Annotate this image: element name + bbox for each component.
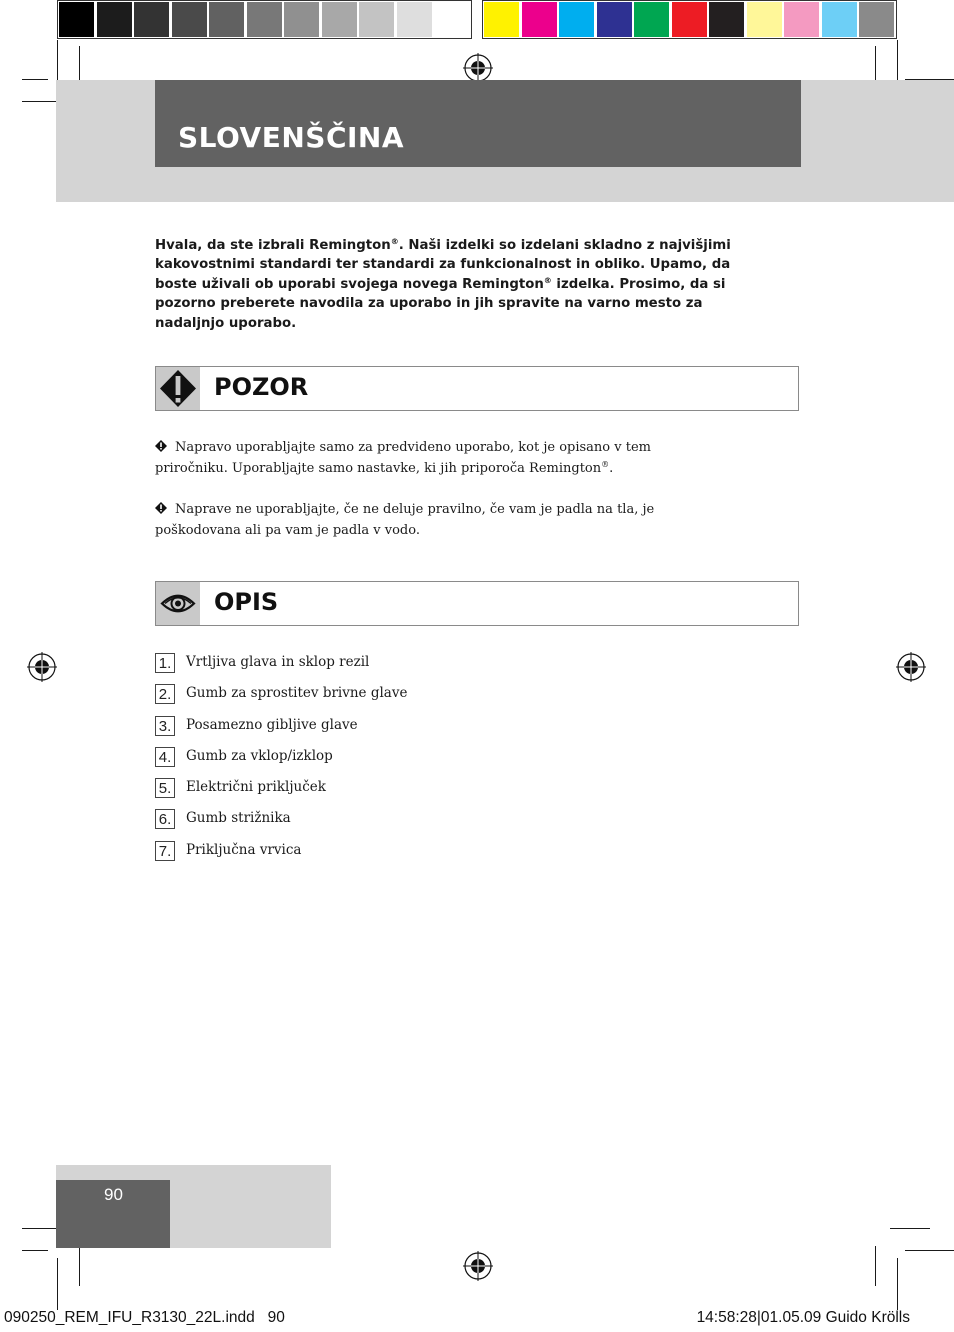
- gray-swatch: [59, 2, 94, 37]
- color-swatch: [634, 2, 669, 37]
- page-title: SLOVENŠČINA: [178, 121, 405, 154]
- pozor-bullet-2: Naprave ne uporabljajte, če ne deluje pravilno, če vam je padla na tla, je poškodovana ali pa vam je padla v vodo.: [155, 502, 655, 538]
- color-swatch: [822, 2, 857, 37]
- color-swatch: [859, 2, 894, 37]
- item-label: Električni priključek: [186, 779, 326, 795]
- color-swatch: [709, 2, 744, 37]
- opis-title: OPIS: [214, 588, 279, 616]
- gray-swatch: [97, 2, 132, 37]
- gray-swatch: [172, 2, 207, 37]
- registration-mark-top-icon: [463, 53, 493, 83]
- slug-left: 090250_REM_IFU_R3130_22L.indd 90: [4, 1309, 285, 1326]
- color-swatch: [522, 2, 557, 37]
- opis-icon-cell: [156, 582, 200, 625]
- gray-swatch: [209, 2, 244, 37]
- diamond-bullet-icon: [155, 440, 167, 452]
- page-number: 90: [104, 1185, 123, 1204]
- item-label: Gumb za vklop/izklop: [186, 748, 333, 764]
- gray-swatch: [434, 2, 469, 37]
- pozor-icon-cell: [156, 367, 200, 410]
- item-number: 1.: [155, 653, 175, 673]
- eye-icon: [156, 582, 200, 625]
- item-number: 3.: [155, 716, 175, 736]
- gray-swatch: [247, 2, 282, 37]
- color-swatch: [597, 2, 632, 37]
- slug-right: 14:58:28|01.05.09 Guido Krölls: [696, 1309, 910, 1326]
- pozor-section-header: [155, 366, 799, 411]
- item-number: 5.: [155, 778, 175, 798]
- item-label: Posamezno gibljive glave: [186, 717, 358, 733]
- item-label: Vrtljiva glava in sklop rezil: [186, 654, 370, 670]
- pozor-title: POZOR: [214, 373, 309, 401]
- registration-mark-right-icon: [896, 652, 926, 682]
- gray-swatch: [322, 2, 357, 37]
- gray-swatch: [134, 2, 169, 37]
- pozor-bullet-1: Napravo uporabljajte samo za predvideno uporabo, kot je opisano v tem priročniku. Uporabljajte samo nastavke, ki jih priporoča Remington®.: [155, 440, 651, 476]
- gray-swatch: [359, 2, 394, 37]
- color-swatch: [747, 2, 782, 37]
- intro-paragraph: Hvala, da ste izbrali Remington®. Naši izdelki so izdelani skladno z najvišjimi kakovostnimi standardi ter standardi za funkcionalnost in obliko. Upamo, da boste uživali ob uporabi svojega novega Remington® izdelka. Prosimo, da si pozorno preberete navodila za uporabo in jih spravite na varno mesto za nadaljnjo uporabo.: [155, 237, 731, 331]
- item-number: 4.: [155, 747, 175, 767]
- item-number: 2.: [155, 684, 175, 704]
- diamond-bullet-icon: [155, 502, 167, 514]
- registration-mark-bottom-icon: [463, 1251, 493, 1281]
- color-swatch: [672, 2, 707, 37]
- item-number: 7.: [155, 841, 175, 861]
- registration-mark-left-icon: [27, 652, 57, 682]
- gray-swatch: [397, 2, 432, 37]
- color-swatch: [784, 2, 819, 37]
- color-swatch: [484, 2, 519, 37]
- item-label: Gumb za sprostitev brivne glave: [186, 685, 408, 701]
- gray-swatch: [284, 2, 319, 37]
- opis-section-header: [155, 581, 799, 626]
- item-label: Gumb strižnika: [186, 810, 291, 826]
- item-label: Priključna vrvica: [186, 842, 302, 858]
- warning-exclamation-icon: [156, 367, 200, 410]
- color-swatch: [559, 2, 594, 37]
- item-number: 6.: [155, 809, 175, 829]
